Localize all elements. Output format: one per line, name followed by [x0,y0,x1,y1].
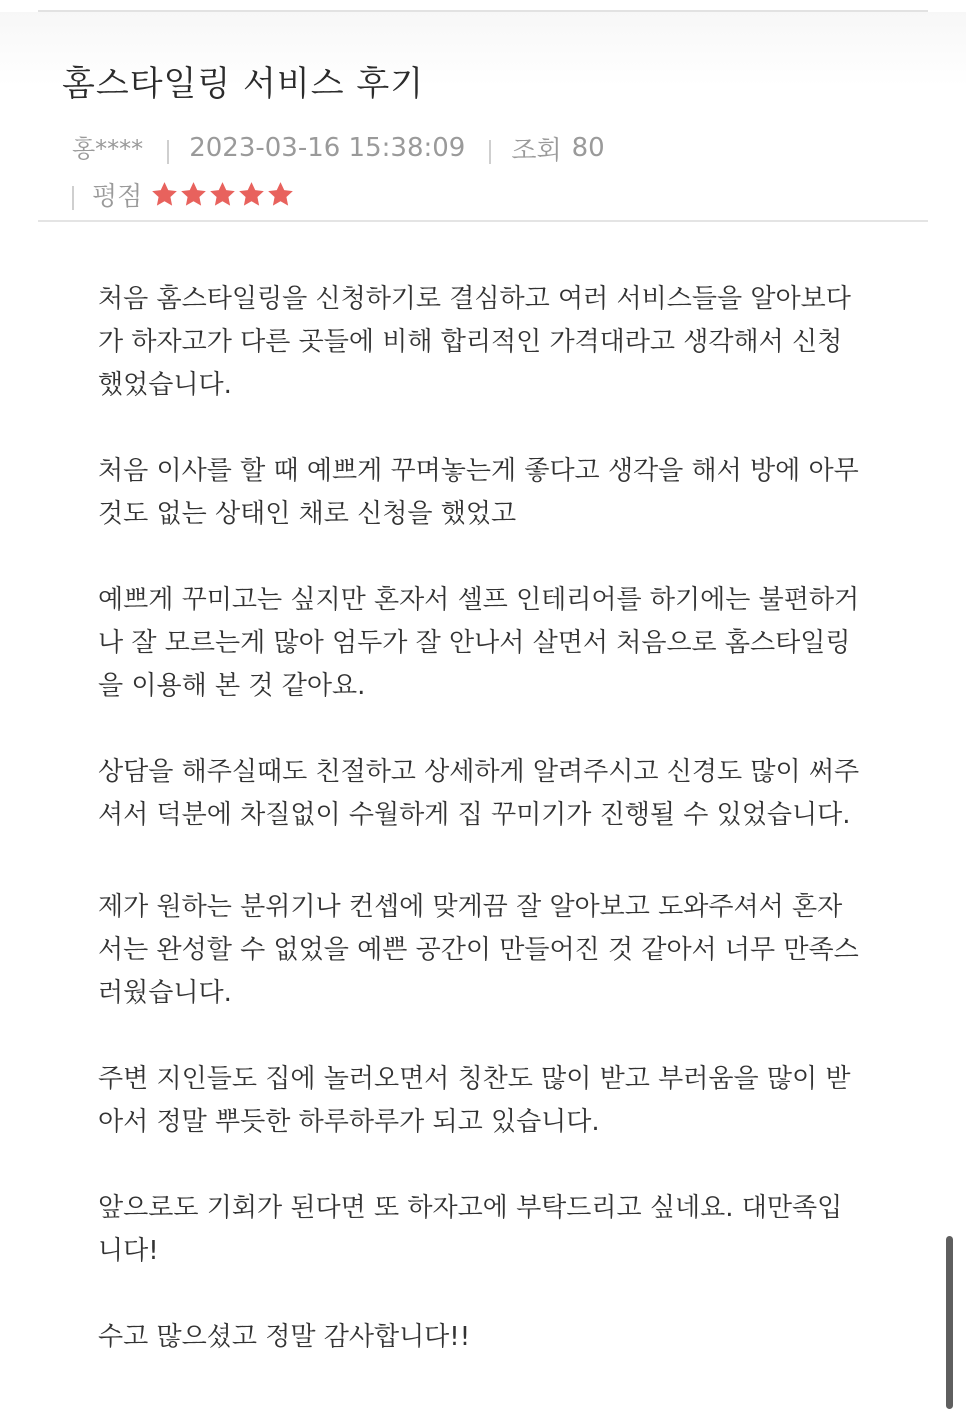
review-paragraph [98,886,898,1015]
views-label: 조회 [511,135,562,166]
star-icon [266,180,295,209]
views-count: 80 [571,133,605,163]
star-icon [208,180,237,209]
review-paragraph [98,751,898,837]
post-date: 2023-03-16 15:38:09 [189,133,466,163]
author-name: 홍**** [72,134,144,163]
review-body [98,278,898,1359]
meta-separator [72,186,74,210]
star-icon [237,180,266,209]
review-paragraph [98,1316,898,1359]
star-icon [150,180,179,209]
review-paragraph [98,278,898,407]
paragraph-line: 셔서 덕분에 차질없이 수월하게 집 꾸미기가 진행될 수 있었습니다. [98,800,851,830]
paragraph-line: 수고 많으셨고 정말 감사합니다!! [98,1322,471,1352]
review-paragraph [98,450,898,536]
paragraph-line: 것도 없는 상태인 채로 신청을 했었고 [98,499,517,529]
meta-separator [167,140,169,164]
paragraph-line: 앞으로도 기회가 된다면 또 하자고에 부탁드리고 싶네요. 대만족입 [98,1193,843,1223]
post-meta [72,130,605,166]
post-header [0,12,966,222]
paragraph-line: 처음 홈스타일링을 신청하기로 결심하고 여러 서비스들을 알아보다 [98,284,851,314]
review-paragraph [98,1058,898,1144]
review-paragraph [98,1187,898,1273]
paragraph-line: 을 이용해 본 것 같아요. [98,671,366,701]
post-title: 홈스타일링 서비스 후기 [62,64,425,104]
paragraph-line: 주변 지인들도 집에 놀러오면서 칭찬도 많이 받고 부러움을 많이 받 [98,1064,851,1094]
paragraph-line: 니다! [98,1236,159,1266]
paragraph-line: 처음 이사를 할 때 예쁘게 꾸며놓는게 좋다고 생각을 해서 방에 아무 [98,456,859,486]
post-rating [50,176,295,212]
rating-stars [150,180,295,209]
star-icon [179,180,208,209]
paragraph-line: 서는 완성할 수 없었을 예쁜 공간이 만들어진 것 같아서 너무 만족스 [98,935,859,965]
paragraph-line: 가 하자고가 다른 곳들에 비해 합리적인 가격대라고 생각해서 신청 [98,327,843,357]
paragraph-line: 제가 원하는 분위기나 컨셉에 맞게끔 잘 알아보고 도와주셔서 혼자 [98,892,843,922]
rating-label: 평점 [92,181,143,212]
paragraph-line: 했었습니다. [98,370,232,400]
paragraph-line: 상담을 해주실때도 친절하고 상세하게 알려주시고 신경도 많이 써주 [98,757,860,787]
paragraph-line: 나 잘 모르는게 많아 엄두가 잘 안나서 살면서 처음으로 홈스타일링 [98,628,851,658]
paragraph-line: 예쁘게 꾸미고는 싶지만 혼자서 셀프 인테리어를 하기에는 불편하거 [98,585,860,615]
paragraph-line: 러웠습니다. [98,978,232,1008]
scrollbar-thumb[interactable] [946,1236,953,1409]
header-divider [38,220,928,222]
paragraph-line: 아서 정말 뿌듯한 하루하루가 되고 있습니다. [98,1107,600,1137]
meta-separator [489,140,491,164]
review-paragraph [98,579,898,708]
